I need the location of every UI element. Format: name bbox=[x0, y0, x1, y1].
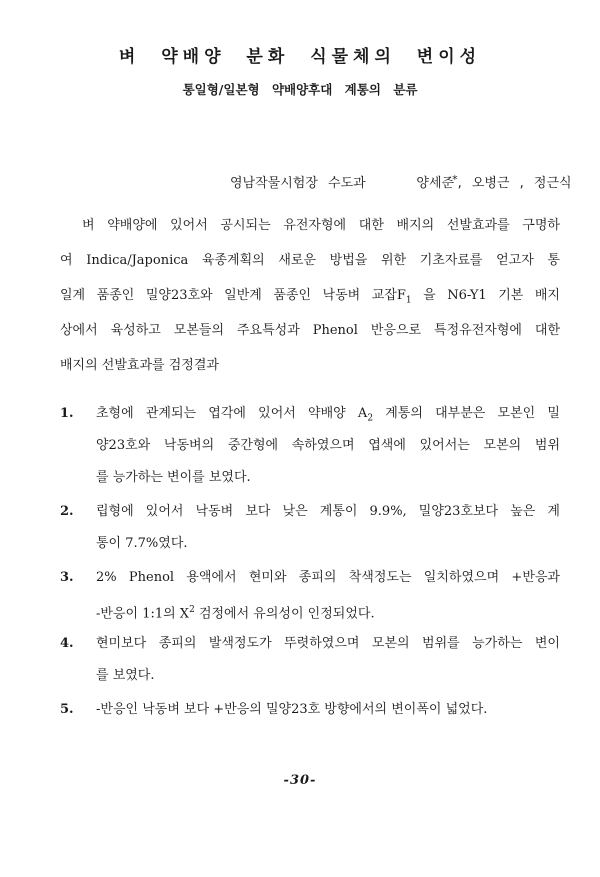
affiliation: 영남작물시험장 수도과 bbox=[230, 176, 366, 191]
author-line bbox=[230, 172, 572, 191]
item-text bbox=[96, 594, 560, 630]
chi-square-superscript: 2 bbox=[189, 605, 195, 615]
result-item-2 bbox=[60, 496, 560, 528]
item-text: 2% Phenol 용액에서 현미와 종피의 착색정도는 일치하였으며 +반응과 bbox=[96, 570, 560, 585]
result-item-4-cont bbox=[60, 660, 560, 692]
author-first: 양세준 bbox=[416, 176, 455, 191]
result-item-1-cont bbox=[60, 462, 560, 494]
item-number: 3. bbox=[60, 570, 74, 585]
abstract-line: 벼 약배양에 있어서 공시되는 유전자형에 대한 배지의 선발효과를 구명하 bbox=[82, 218, 560, 233]
result-item-4 bbox=[60, 628, 560, 660]
abstract-line: 여 Indica/Japonica 육종계획의 새로운 방법을 위한 기초자료를 얻고자 통 bbox=[60, 253, 560, 268]
result-item-3 bbox=[60, 562, 560, 594]
item-text: 현미보다 종피의 발색정도가 뚜렷하였으며 모본의 범위를 능가하는 변이 bbox=[96, 636, 560, 651]
item-number: 1. bbox=[60, 406, 74, 421]
item-text: 를 능가하는 변이를 보였다. bbox=[96, 470, 251, 485]
f1-subscript: 1 bbox=[405, 295, 412, 306]
item-text-part: 계통의 대부분은 모본인 밀 bbox=[385, 406, 560, 421]
paper-title: 벼 약배양 분화 식물체의 변이성 bbox=[118, 47, 482, 67]
a2-subscript: 2 bbox=[367, 413, 374, 424]
result-item-5 bbox=[60, 694, 560, 726]
item-text: -반응인 낙동벼 보다 +반응의 밀양23호 방향에서의 변이폭이 넓었다. bbox=[96, 702, 488, 717]
result-item-1 bbox=[60, 398, 560, 430]
item-text: 를 보였다. bbox=[96, 668, 155, 683]
item-number: 4. bbox=[60, 636, 74, 651]
author-rest: , 오병근 , 정근식 bbox=[457, 176, 572, 191]
result-item-3-cont bbox=[60, 594, 560, 626]
item-number: 2. bbox=[60, 504, 74, 519]
page-number: -30- bbox=[283, 773, 317, 788]
abstract-line bbox=[60, 280, 560, 312]
item-text: 립형에 있어서 낙동벼 보다 낮은 계통이 9.9%, 밀양23호보다 높은 계 bbox=[96, 504, 560, 519]
corresponding-author-mark: * bbox=[452, 173, 458, 186]
item-text-part: 초형에 관계되는 엽각에 있어서 약배양 A bbox=[96, 406, 368, 421]
abstract-line-part: 일계 품종인 밀양23호와 일반계 품종인 낙동벼 교잡F bbox=[60, 288, 406, 303]
abstract-line: 배지의 선발효과를 검정결과 bbox=[60, 358, 219, 373]
paper-subtitle: 통일형/일본형 약배양후대 계통의 분류 bbox=[182, 82, 418, 97]
item-text: 양23호와 낙동벼의 중간형에 속하였으며 엽색에 있어서는 모본의 범위 bbox=[96, 438, 560, 453]
result-item-1-cont bbox=[60, 430, 560, 462]
item-number: 5. bbox=[60, 702, 74, 717]
item-text-part: -반응이 1:1의 X bbox=[96, 606, 190, 622]
abstract-line-part: 을 N6-Y1 기본 배지 bbox=[423, 288, 560, 303]
abstract-line: 상에서 육성하고 모본들의 주요특성과 Phenol 반응으로 특정유전자형에 대한 bbox=[60, 323, 560, 338]
item-text: 통이 7.7%였다. bbox=[96, 536, 188, 551]
result-item-2-cont bbox=[60, 528, 560, 560]
item-text-part: 검정에서 유의성이 인정되었다. bbox=[194, 606, 375, 622]
